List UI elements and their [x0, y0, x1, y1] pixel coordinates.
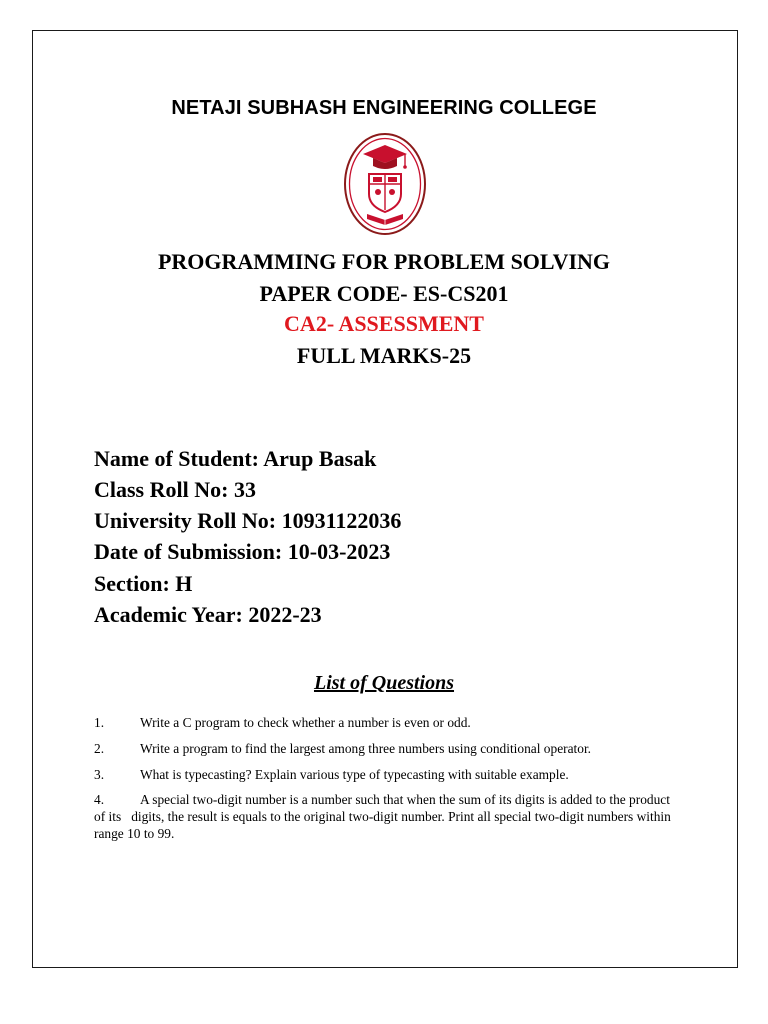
question-item: [94, 791, 684, 842]
course-title: PROGRAMMING FOR PROBLEM SOLVING: [157, 249, 611, 274]
question-number: 1.: [94, 715, 105, 730]
class-roll: Class Roll No: 33: [94, 477, 256, 502]
question-text: A special two-digit number is a number such that when the sum of its digits is added to the product of its digits, the result is equals to the original two-digit number. Print all special two-digit numbers within range 10 to 99.: [94, 792, 675, 841]
paper-code: PAPER CODE- ES-CS201: [259, 281, 509, 306]
question-text: Write a program to find the largest among three numbers using conditional operator.: [140, 741, 592, 756]
university-roll: University Roll No: 10931122036: [94, 508, 402, 533]
student-name: Name of Student: Arup Basak: [94, 446, 377, 471]
full-marks: FULL MARKS-25: [296, 343, 472, 368]
question-number: 4.: [94, 792, 105, 807]
college-name: NETAJI SUBHASH ENGINEERING COLLEGE: [171, 97, 597, 119]
question-text: What is typecasting? Explain various type of typecasting with suitable example.: [140, 767, 569, 782]
question-item: [94, 740, 684, 757]
question-text: Write a C program to check whether a number is even or odd.: [140, 715, 471, 730]
college-crest-icon: [343, 132, 427, 236]
question-item: [94, 714, 684, 731]
question-item: [94, 766, 684, 783]
academic-year: Academic Year: 2022-23: [94, 602, 322, 627]
assessment-title: CA2- ASSESSMENT: [284, 311, 484, 336]
questions-heading: List of Questions: [313, 672, 455, 694]
question-number: 2.: [94, 741, 105, 756]
question-number: 3.: [94, 767, 105, 782]
section: Section: H: [94, 571, 193, 596]
submission-date: Date of Submission: 10-03-2023: [94, 539, 391, 564]
